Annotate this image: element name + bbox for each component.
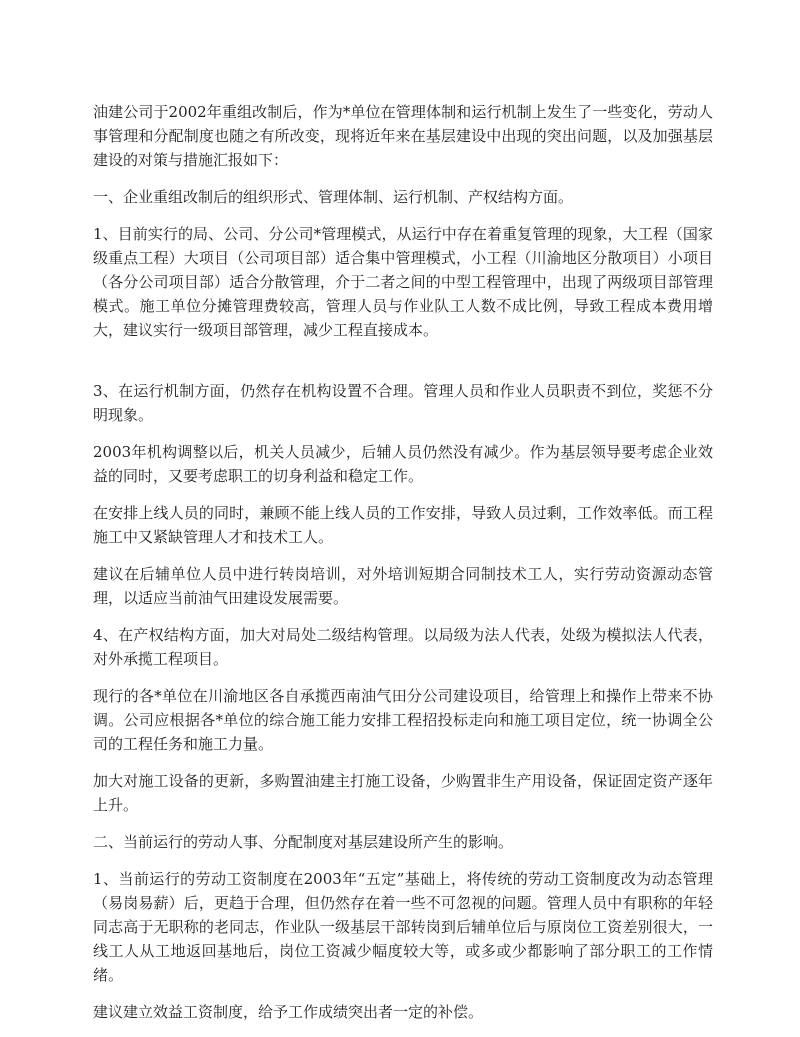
paragraph-2003-adjustment: 2003年机构调整以后，机关人员减少，后辅人员仍然没有减少。作为基层领导要考虑企业效益的同时，又要考虑职工的切身利益和稳定工作。 [93, 443, 713, 485]
paragraph-staff-arrangement: 在安排上线人员的同时，兼顾不能上线人员的工作安排，导致人员过剩，工作效率低。而工程施工中又紧缺管理人才和技术工人。 [93, 504, 713, 546]
paragraph-benefit-suggestion: 建议建立效益工资制度，给予工作成绩突出者一定的补偿。 [93, 1003, 484, 1021]
paragraph-item-3: 3、在运行机制方面，仍然存在机构设置不合理。管理人员和作业人员职责不到位，奖惩不分明现象。 [93, 382, 713, 424]
section-heading-1: 一、企业重组改制后的组织形式、管理体制、运行机制、产权结构方面。 [93, 188, 574, 206]
paragraph-equipment: 加大对施工设备的更新，多购置油建主打施工设备，少购置非生产用设备，保证固定资产逐年上升。 [93, 772, 713, 814]
section-heading-2: 二、当前运行的劳动人事、分配制度对基层建设所产生的影响。 [93, 833, 514, 851]
paragraph-current-units: 现行的各*单位在川渝地区各自承揽西南油气田分公司建设项目，给管理上和操作上带来不协调。公司应根据各*单位的综合施工能力安排工程招投标走向和施工项目定位，统一协调全公司的工程任务和施工力量。 [93, 687, 713, 753]
paragraph-item-4: 4、在产权结构方面，加大对局处二级结构管理。以局级为法人代表，处级为模拟法人代表，对外承揽工程项目。 [93, 626, 713, 668]
document-body [93, 100, 713, 1037]
blank-spacer [93, 355, 713, 379]
intro-paragraph: 油建公司于2002年重组改制后，作为*单位在管理体制和运行机制上发生了一些变化，劳动人事管理和分配制度也随之有所改变，现将近年来在基层建设中出现的突出问题，以及加强基层建设的对策与措施汇报如下： [93, 103, 713, 169]
paragraph-wage-system: 1、当前运行的劳动工资制度在2003年“五定”基础上，将传统的劳动工资制度改为动态管理（易岗易薪）后，更趋于合理，但仍然存在着一些不可忽视的问题。管理人员中有职称的年轻同志高于无职称的老同志，作业队一级基层干部转岗到后辅单位后与原岗位工资差别很大，一线工人从工地返回基地后，岗位工资减少幅度较大等，或多或少都影响了部分职工的工作情绪。 [93, 870, 713, 984]
paragraph-training-suggestion: 建议在后辅单位人员中进行转岗培训，对外培训短期合同制技术工人，实行劳动资源动态管理，以适应当前油气田建设发展需要。 [93, 565, 713, 607]
paragraph-item-1: 1、目前实行的局、公司、分公司*管理模式，从运行中存在着重复管理的现象，大工程（国家级重点工程）大项目（公司项目部）适合集中管理模式，小工程（川渝地区分散项目）小项目（各分公司项目部）适合分散管理，介于二者之间的中型工程管理中，出现了两级项目部管理模式。施工单位分摊管理费较高，管理人员与作业队工人数不成比例，导致工程成本费用增大，建议实行一级项目部管理，减少工程直接成本。 [93, 225, 713, 339]
